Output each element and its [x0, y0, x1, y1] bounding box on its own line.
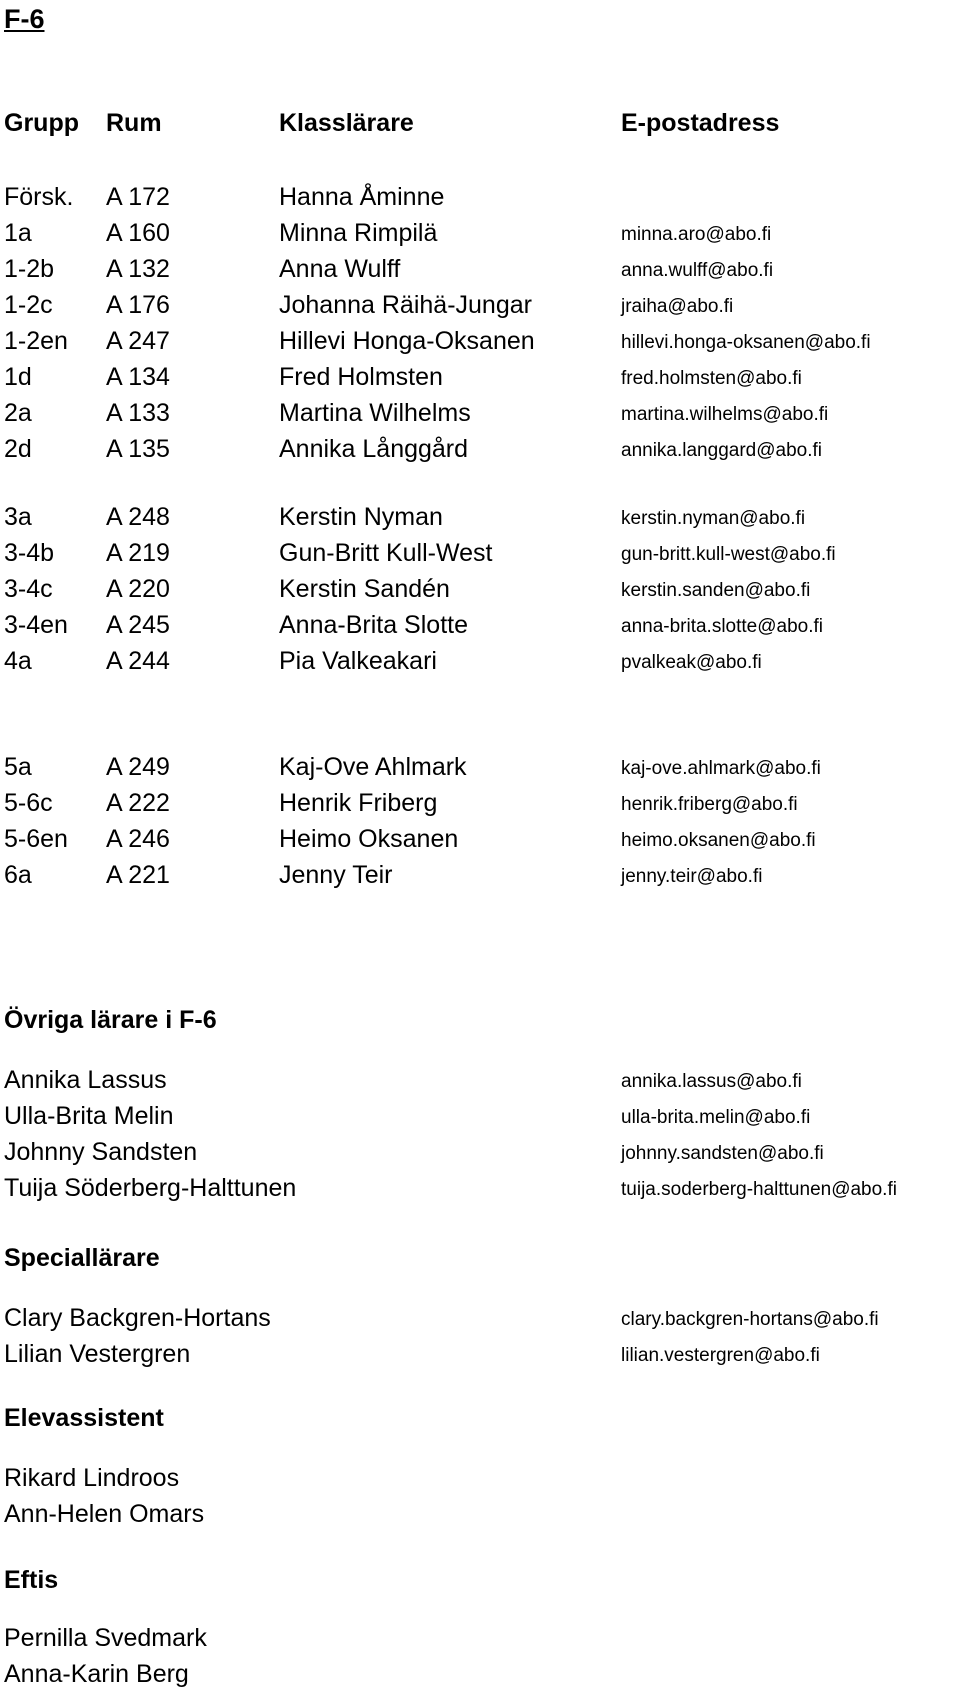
cell-room: A 135 [106, 435, 170, 463]
cell-room: A 134 [106, 363, 170, 391]
person-name: Lilian Vestergren [4, 1340, 191, 1368]
cell-group: 5a [4, 753, 32, 781]
header-email: E-postadress [621, 109, 780, 137]
cell-email: henrik.friberg@abo.fi [621, 794, 798, 815]
cell-group: 3-4b [4, 539, 55, 567]
cell-group: 1-2c [4, 291, 53, 319]
cell-email: kaj-ove.ahlmark@abo.fi [621, 758, 821, 779]
cell-email: fred.holmsten@abo.fi [621, 368, 802, 389]
page-title: F-6 [4, 4, 45, 34]
cell-group: 4a [4, 647, 32, 675]
cell-teacher: Martina Wilhelms [279, 399, 471, 427]
cell-teacher: Gun-Britt Kull-West [279, 539, 493, 567]
cell-email: martina.wilhelms@abo.fi [621, 404, 829, 425]
cell-email: kerstin.nyman@abo.fi [621, 508, 806, 529]
cell-teacher: Annika Långgård [279, 435, 469, 463]
cell-email: heimo.oksanen@abo.fi [621, 830, 816, 851]
section-heading: Övriga lärare i F-6 [4, 1006, 217, 1034]
cell-teacher: Minna Rimpilä [279, 219, 438, 247]
cell-room: A 222 [106, 789, 170, 817]
cell-email: pvalkeak@abo.fi [621, 652, 762, 673]
cell-room: A 132 [106, 255, 170, 283]
cell-email: kerstin.sanden@abo.fi [621, 580, 811, 601]
cell-group: 1d [4, 363, 32, 391]
cell-room: A 219 [106, 539, 170, 567]
header-teacher: Klasslärare [279, 109, 414, 137]
cell-teacher: Anna-Brita Slotte [279, 611, 468, 639]
cell-email: gun-britt.kull-west@abo.fi [621, 544, 836, 565]
cell-teacher: Kaj-Ove Ahlmark [279, 753, 467, 781]
cell-group: 1-2en [4, 327, 68, 355]
header-group: Grupp [4, 109, 79, 137]
cell-teacher: Henrik Friberg [279, 789, 438, 817]
cell-room: A 248 [106, 503, 170, 531]
cell-group: 3-4c [4, 575, 53, 603]
cell-email: annika.langgard@abo.fi [621, 440, 822, 461]
cell-group: 1a [4, 219, 32, 247]
cell-room: A 172 [106, 183, 170, 211]
cell-teacher: Fred Holmsten [279, 363, 443, 391]
cell-email: jraiha@abo.fi [621, 296, 734, 317]
cell-group: 5-6en [4, 825, 68, 853]
person-name: Anna-Karin Berg [4, 1660, 189, 1688]
cell-room: A 220 [106, 575, 170, 603]
person-name: Ann-Helen Omars [4, 1500, 205, 1528]
cell-group: Försk. [4, 183, 74, 211]
cell-group: 3a [4, 503, 32, 531]
person-name: Tuija Söderberg-Halttunen [4, 1174, 297, 1202]
person-name: Rikard Lindroos [4, 1464, 180, 1492]
cell-email: minna.aro@abo.fi [621, 224, 772, 245]
cell-room: A 176 [106, 291, 170, 319]
person-email: clary.backgren-hortans@abo.fi [621, 1309, 879, 1330]
person-name: Johnny Sandsten [4, 1138, 198, 1166]
cell-teacher: Kerstin Sandén [279, 575, 450, 603]
person-name: Annika Lassus [4, 1066, 167, 1094]
person-email: tuija.soderberg-halttunen@abo.fi [621, 1179, 897, 1200]
person-email: lilian.vestergren@abo.fi [621, 1345, 820, 1366]
cell-room: A 246 [106, 825, 170, 853]
person-email: johnny.sandsten@abo.fi [621, 1143, 824, 1164]
section-heading: Speciallärare [4, 1244, 160, 1272]
cell-room: A 245 [106, 611, 170, 639]
header-room: Rum [106, 109, 162, 137]
cell-room: A 160 [106, 219, 170, 247]
person-email: ulla-brita.melin@abo.fi [621, 1107, 811, 1128]
cell-email: hillevi.honga-oksanen@abo.fi [621, 332, 871, 353]
cell-teacher: Hanna Åminne [279, 183, 445, 211]
cell-teacher: Hillevi Honga-Oksanen [279, 327, 535, 355]
person-name: Pernilla Svedmark [4, 1624, 207, 1652]
cell-email: anna.wulff@abo.fi [621, 260, 774, 281]
cell-group: 5-6c [4, 789, 53, 817]
person-name: Ulla-Brita Melin [4, 1102, 174, 1130]
cell-teacher: Heimo Oksanen [279, 825, 459, 853]
cell-teacher: Kerstin Nyman [279, 503, 443, 531]
cell-teacher: Jenny Teir [279, 861, 393, 889]
cell-room: A 244 [106, 647, 170, 675]
cell-group: 1-2b [4, 255, 55, 283]
cell-room: A 249 [106, 753, 170, 781]
cell-group: 6a [4, 861, 32, 889]
cell-room: A 133 [106, 399, 170, 427]
cell-group: 3-4en [4, 611, 68, 639]
section-heading: Elevassistent [4, 1404, 164, 1432]
cell-email: jenny.teir@abo.fi [621, 866, 763, 887]
cell-room: A 247 [106, 327, 170, 355]
cell-teacher: Pia Valkeakari [279, 647, 437, 675]
person-email: annika.lassus@abo.fi [621, 1071, 802, 1092]
section-heading: Eftis [4, 1566, 59, 1594]
person-name: Clary Backgren-Hortans [4, 1304, 271, 1332]
cell-teacher: Anna Wulff [279, 255, 401, 283]
cell-room: A 221 [106, 861, 170, 889]
cell-group: 2a [4, 399, 32, 427]
cell-email: anna-brita.slotte@abo.fi [621, 616, 824, 637]
cell-teacher: Johanna Räihä-Jungar [279, 291, 532, 319]
cell-group: 2d [4, 435, 32, 463]
